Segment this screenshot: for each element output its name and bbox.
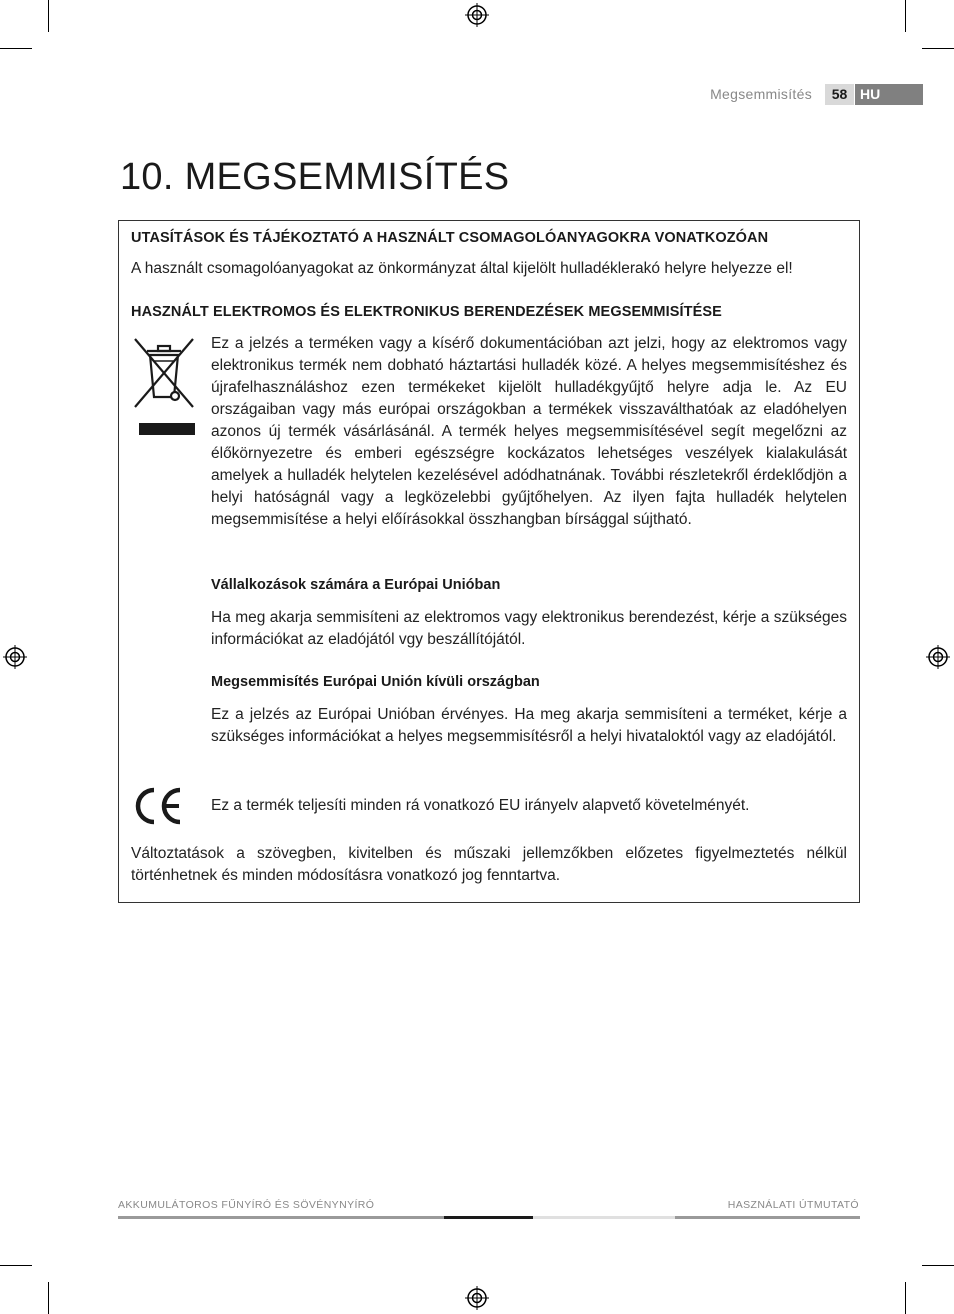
weee-bin-icon [133, 337, 195, 435]
crop-mark [922, 1265, 954, 1266]
registration-mark-icon [3, 645, 27, 669]
crop-mark [905, 0, 906, 32]
footer-bar [118, 1216, 444, 1219]
weee-section [131, 304, 847, 320]
footer-bar [533, 1216, 675, 1219]
ce-mark-icon [132, 787, 184, 825]
packaging-section [131, 230, 847, 246]
outside-eu-heading: Megsemmisítés Európai Unión kívüli országban [211, 674, 540, 690]
page-number: 58 [825, 84, 854, 105]
crop-mark [48, 0, 49, 32]
disclaimer-text: Változtatások a szövegben, kivitelben és műszaki jellemzőkben előzetes figyelmeztetés nélkül történhetnek és minden módosításra vonatkozó jog fenntartva. [131, 845, 847, 884]
crop-mark [905, 1282, 906, 1314]
registration-mark-icon [926, 645, 950, 669]
crop-mark [0, 48, 32, 49]
content-box [118, 220, 860, 903]
crop-mark [0, 1265, 32, 1266]
weee-text: Ez a jelzés a terméken vagy a kísérő dokumentációban azt jelzi, hogy az elektromos vagy elektronikus termék nem dobható háztartási hulladék közé. A helyes megsemmisítéshez és újrafelhasználáshoz ezen termékeket kijelölt hulladékgyűjtő helyre adja le. Az EU országaiban vagy más európai országokban a termékek visszaválthatóak az eladóhelyen azonos új termék vásárlásánál. A termék helyes megsemmisítésével segít megelőzni az élőkörnyezetre és emberi egészségre kockázatos lehetséges veszélyek kialakulását amelyek a hulladék helytelen kezelésével adódhatnának. További részletekről érdeklődjön a helyi hatóságnál vagy a legközelebbi gyűjtőhelyen. Az ilyen fajta hulladék helytelen megsemmisítése a helyi előírásokkal összhangban bírsággal sújtható. [211, 335, 847, 528]
language-badge: HU [855, 84, 923, 105]
outside-eu-text: Ez a jelzés az Európai Unióban érvényes. Ha meg akarja semmisíteni a terméket, kérje a szükséges információkat a helyes megsemmisítésről a helyi hivataloktól vagy az eladójától. [211, 706, 847, 745]
footer-bar [444, 1216, 533, 1219]
ce-text: Ez a termék teljesíti minden rá vonatkozó EU irányelv alapvető követelményét. [211, 797, 750, 814]
crop-mark [922, 48, 954, 49]
footer-bar [675, 1216, 860, 1219]
header-section-name: Megsemmisítés [710, 86, 812, 102]
footer-document-type: HASZNÁLATI ÚTMUTATÓ [727, 1199, 859, 1211]
registration-mark-icon [465, 3, 489, 27]
footer-product-name: AKKUMULÁTOROS FŰNYÍRÓ ÉS SÖVÉNYNYÍRÓ [118, 1199, 375, 1211]
registration-mark-icon [465, 1286, 489, 1310]
packaging-heading: UTASÍTÁSOK ÉS TÁJÉKOZTATÓ A HASZNÁLT CSOMAGOLÓANYAGOKRA VONATKOZÓAN [131, 230, 769, 246]
business-heading: Vállalkozások számára a Európai Unióban [211, 577, 501, 593]
page-title: 10. MEGSEMMISÍTÉS [120, 156, 510, 198]
weee-heading: HASZNÁLT ELEKTROMOS ÉS ELEKTRONIKUS BERENDEZÉSEK MEGSEMMISÍTÉSE [131, 304, 722, 320]
business-text: Ha meg akarja semmisíteni az elektromos vagy elektronikus berendezést, kérje a szükséges információkat az eladójától vgy beszállítójától. [211, 609, 847, 648]
crop-mark [48, 1282, 49, 1314]
packaging-text: A használt csomagolóanyagokat az önkormányzat által kijelölt hulladéklerakó helyre helyezze el! [131, 260, 793, 277]
